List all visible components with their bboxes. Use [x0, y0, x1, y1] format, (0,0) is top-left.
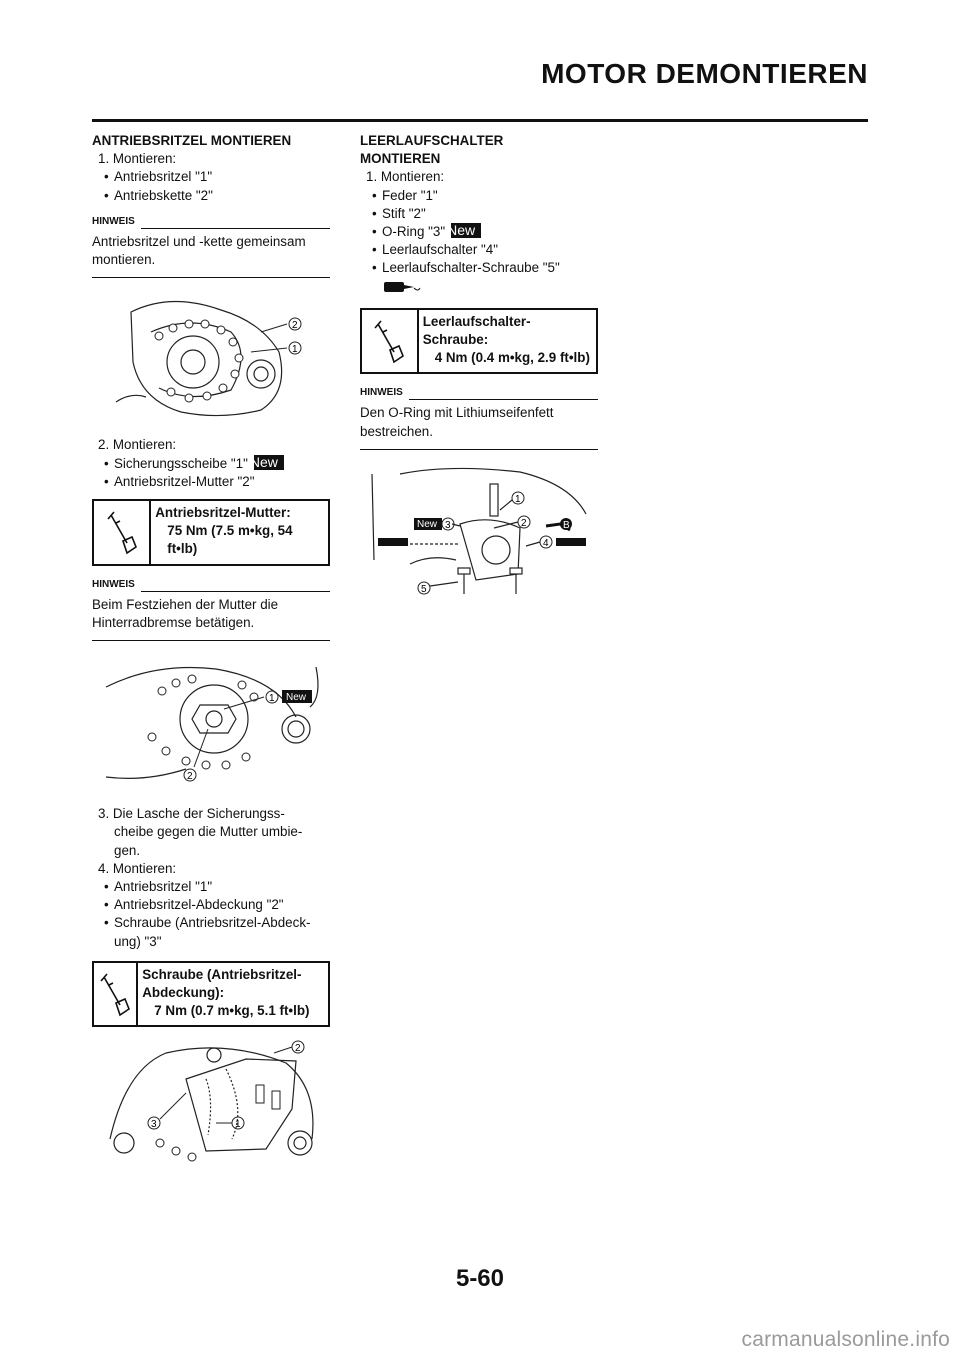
step-1: 1. Montieren: [98, 151, 177, 167]
torque-value: 75 Nm (7.5 m•kg, 54 ft•lb) [167, 523, 293, 557]
torque-name: Leerlaufschalter-Schraube: [422, 313, 531, 347]
step-2: 2. Montieren: [98, 437, 177, 453]
header-rule [92, 119, 868, 122]
step-3-continued: gen. [114, 842, 141, 858]
step-1: 1. Montieren: [366, 169, 445, 185]
right-column [360, 132, 598, 604]
list-item: • Schraube (Antriebsritzel-Abdeck- [92, 914, 330, 932]
note-text: Den O-Ring mit Lithiumseifenfett bestreichen. [360, 404, 598, 449]
callout-3: 3 [151, 1119, 157, 1131]
list-item: • Stift "2" [360, 205, 598, 223]
callout-1: 1 [269, 693, 275, 705]
torque-wrench-icon [362, 310, 419, 373]
list-item: • Feder "1" [360, 187, 598, 205]
torque-name: Antriebsritzel-Mutter: [155, 505, 291, 521]
note-text: Antriebsritzel und -kette gemeinsam montieren. [92, 233, 330, 278]
torque-value: 7 Nm (0.7 m•kg, 5.1 ft•lb) [154, 1003, 310, 1019]
neutral-switch-figure [360, 464, 598, 604]
list-item: • Antriebsritzel "1" [92, 168, 330, 186]
torque-box [92, 499, 330, 566]
list-item-text: O-Ring "3" [382, 224, 446, 240]
callout-2: 2 [295, 1043, 301, 1055]
list-item: • Antriebsritzel "1" [92, 878, 330, 896]
section-heading-neutral-switch-2: MONTIEREN [360, 151, 441, 167]
new-badge: New [417, 518, 438, 530]
list-item: • Antriebskette "2" [92, 187, 330, 205]
callout-2: 2 [521, 517, 527, 529]
callout-1: 1 [235, 1119, 241, 1131]
step-4: 4. Montieren: [98, 860, 177, 876]
watermark: carmanualsonline.info [741, 1328, 950, 1351]
sprocket-figure [111, 292, 311, 422]
list-item: • Leerlaufschalter "4" [360, 241, 598, 259]
torque-name: Schraube (Antriebsritzel-Abdeckung): [142, 966, 302, 1001]
list-item [360, 223, 598, 241]
list-item [92, 455, 330, 473]
note-text: Beim Festziehen der Mutter die Hinterradbremse betätigen. [92, 596, 330, 641]
list-item: • Antriebsritzel-Mutter "2" [92, 473, 330, 491]
section-heading-sprocket: ANTRIEBSRITZEL MONTIEREN [92, 133, 292, 148]
sprocket-cover-figure [96, 1039, 326, 1167]
torque-value: 4 Nm (0.4 m•kg, 2.9 ft•lb) [434, 350, 590, 366]
torque-box [92, 961, 330, 1028]
grease-b-label: B [563, 519, 570, 531]
note-label: HINWEIS [92, 215, 135, 227]
torque-box [360, 308, 598, 375]
new-badge: New [451, 223, 481, 238]
locking-agent-icon [360, 278, 598, 300]
callout-1: 1 [292, 344, 298, 356]
note-label: HINWEIS [92, 578, 135, 590]
page-title: MOTOR DEMONTIEREN [541, 58, 868, 89]
note-header [92, 576, 330, 594]
step-3-continued: cheibe gegen die Mutter umbie- [114, 824, 303, 840]
callout-2: 2 [187, 771, 193, 783]
left-column [92, 132, 330, 1167]
callout-1: 1 [515, 493, 521, 505]
callout-2: 2 [292, 320, 298, 332]
page-number: 5-60 [455, 1265, 505, 1292]
list-item-text: Sicherungsscheibe "1" [114, 455, 248, 471]
new-badge: New [286, 692, 307, 704]
callout-4: 4 [543, 537, 549, 549]
list-item: • Leerlaufschalter-Schraube "5" [360, 259, 598, 277]
torque-wrench-icon [94, 963, 138, 1026]
list-item-continued: ung) "3" [114, 933, 162, 949]
lock-washer-figure [96, 657, 326, 787]
list-item: • Antriebsritzel-Abdeckung "2" [92, 896, 330, 914]
section-heading-neutral-switch: LEERLAUFSCHALTER [360, 133, 504, 148]
note-header [92, 213, 330, 231]
torque-wrench-icon [94, 501, 151, 564]
step-3: 3. Die Lasche der Sicherungss- [98, 806, 285, 822]
callout-5: 5 [421, 583, 427, 595]
callout-3: 3 [445, 519, 451, 531]
note-label: HINWEIS [360, 387, 403, 399]
new-badge: New [254, 455, 284, 470]
note-header [360, 384, 598, 402]
